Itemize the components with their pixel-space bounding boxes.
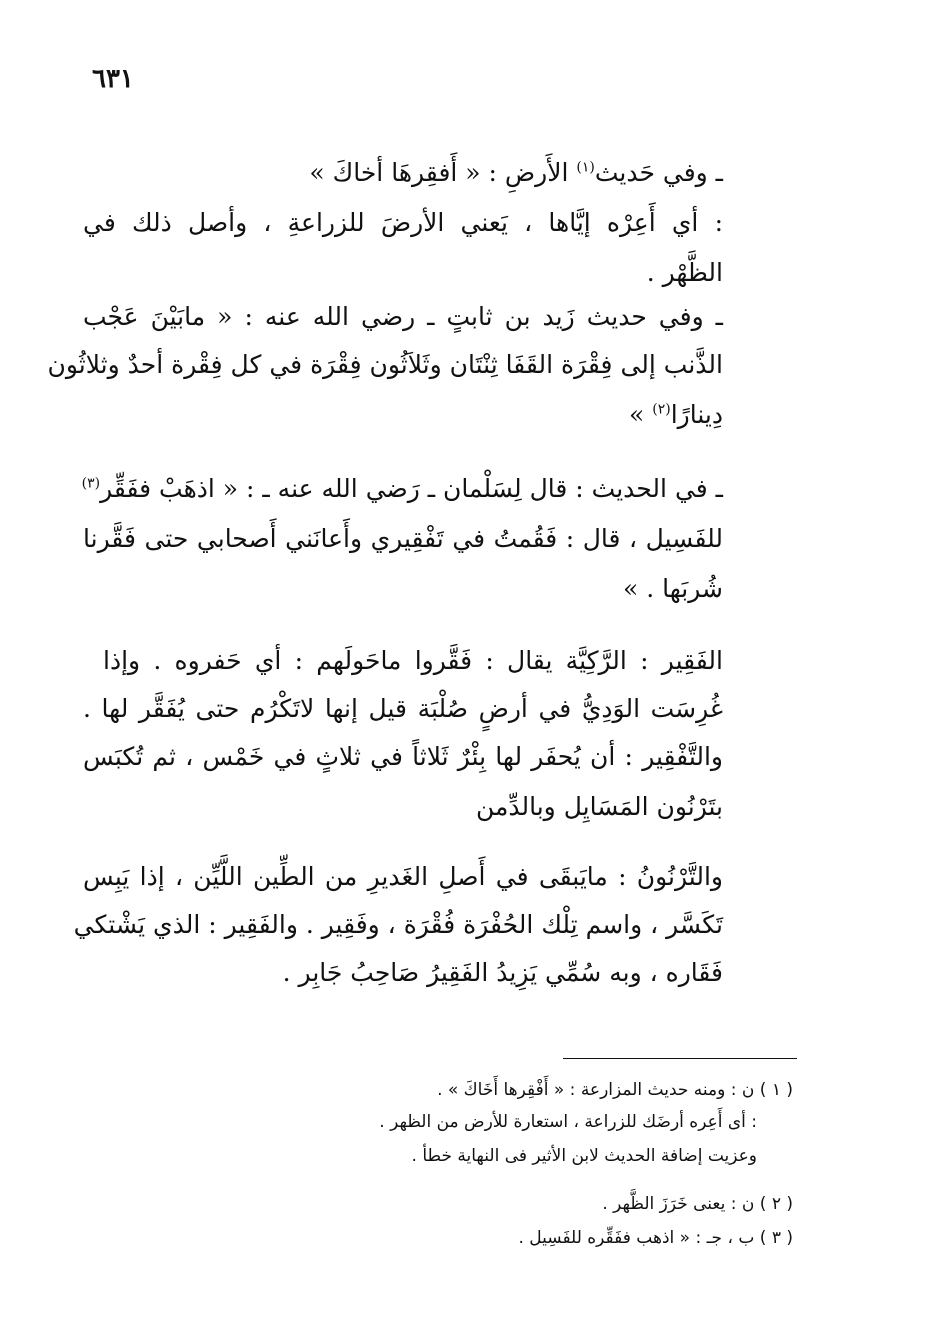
footnote-ref-3: (٣) [81,475,101,492]
paragraph-3-line-2: للفَسِيل ، قال : فَقُمتُ في تَفْقِيري وأَعانَني أَصحابي حتى فَقَّرنا [83,524,723,553]
paragraph-2-line-3 [83,398,723,438]
footnote-ref-1: (١) [576,159,595,176]
footnote-1-note: وعزيت إضافة الحديث لابن الأثير فى النهاية خطأ . [411,1146,757,1166]
line-text: » [629,400,653,429]
paragraph-4-line-3: والتَّفْقِير : أن يُحفَر لها بِئْرٌ ثَلاثاً في ثلاثٍ في خَمْس ، ثم تُكبَس [83,742,723,771]
paragraph-4-line-2: غُرِسَت الوَدِيُّ في أرضٍ صُلْبَة قيل إنها لاتَكْرُم حتى يُفَقَّر لها . [83,694,723,723]
footnote-1: ( ١ ) ن : ومنه حديث المزارعة : « أَفْقِرها أَخَاكَ » . [437,1080,793,1100]
paragraph-1-line-2: : أي أَعِرْه إيَّاها ، يَعني الأرضَ للزراعةِ ، وأصل ذلك في [83,208,723,237]
paragraph-5-line-2: تَكَسَّر ، واسم تِلْك الحُفْرَة فُقْرَة ، وفَقِير . والفَقِير : الذي يَشْتكي [73,910,723,939]
paragraph-5-line-1: والتَّرْنُونُ : مايَبقَى في أَصلِ الغَديرِ من الطِّين اللَّيِّن ، إذا يَبِس [83,862,723,891]
paragraph-4-line-4: بتَرْنُون المَسَايِل وبالدِّمن [475,792,723,821]
footnote-separator [563,1058,797,1059]
footnote-ref-2: (٢) [652,401,671,418]
paragraph-4-line-1: الفَقِير : الرَّكِيَّة يقال : فَقَّروا ماحَولَهم : أي حَفروه . وإذا [103,646,723,675]
paragraph-3-line-1 [83,472,723,512]
paragraph-1-line-3: الظَّهْر . [646,258,723,287]
paragraph-2-line-2: الذَّنب إلى فِقْرَة القَفَا ثِنْتَان وثَلاَثُون فِقْرَة في كل فِقْرة أحدٌ وثلاثُون [47,350,723,379]
line-text: ـ في الحديث : قال لِسَلْمان ـ رَضي الله عنه ـ : « اذهَبْ ففَقِّر [100,474,723,503]
paragraph-3-line-3: شُربَها . » [623,574,723,603]
line-text: ـ وفي حَديث [594,158,723,187]
line-text: الأَرضِ : « أَفقِرهَا أخاكَ » [309,158,577,187]
paragraph-2-line-1: ـ وفي حديث زَيد بن ثابتٍ ـ رضي الله عنه : « مابَيْنَ عَجْب [83,302,723,331]
page-number: ٦٣١ [92,64,134,94]
line-text: دِينارًا [670,400,723,429]
footnote-2: ( ٢ ) ن : يعنى خَرَزَ الظَّهر . [602,1194,793,1214]
paragraph-5-line-3: فَقَاره ، وبه سُمِّي يَزِيدُ الفَقِيرُ صَاحِبُ جَابِر . [282,958,723,987]
footnote-1-continuation: : أى أَعِره أرضَك للزراعة ، استعارة للأرض من الظهر . [379,1112,757,1132]
paragraph-1-line-1 [203,156,723,196]
footnote-3: ( ٣ ) ب ، جـ : « اذهب ففَقِّره للفَسِيل . [518,1228,793,1248]
